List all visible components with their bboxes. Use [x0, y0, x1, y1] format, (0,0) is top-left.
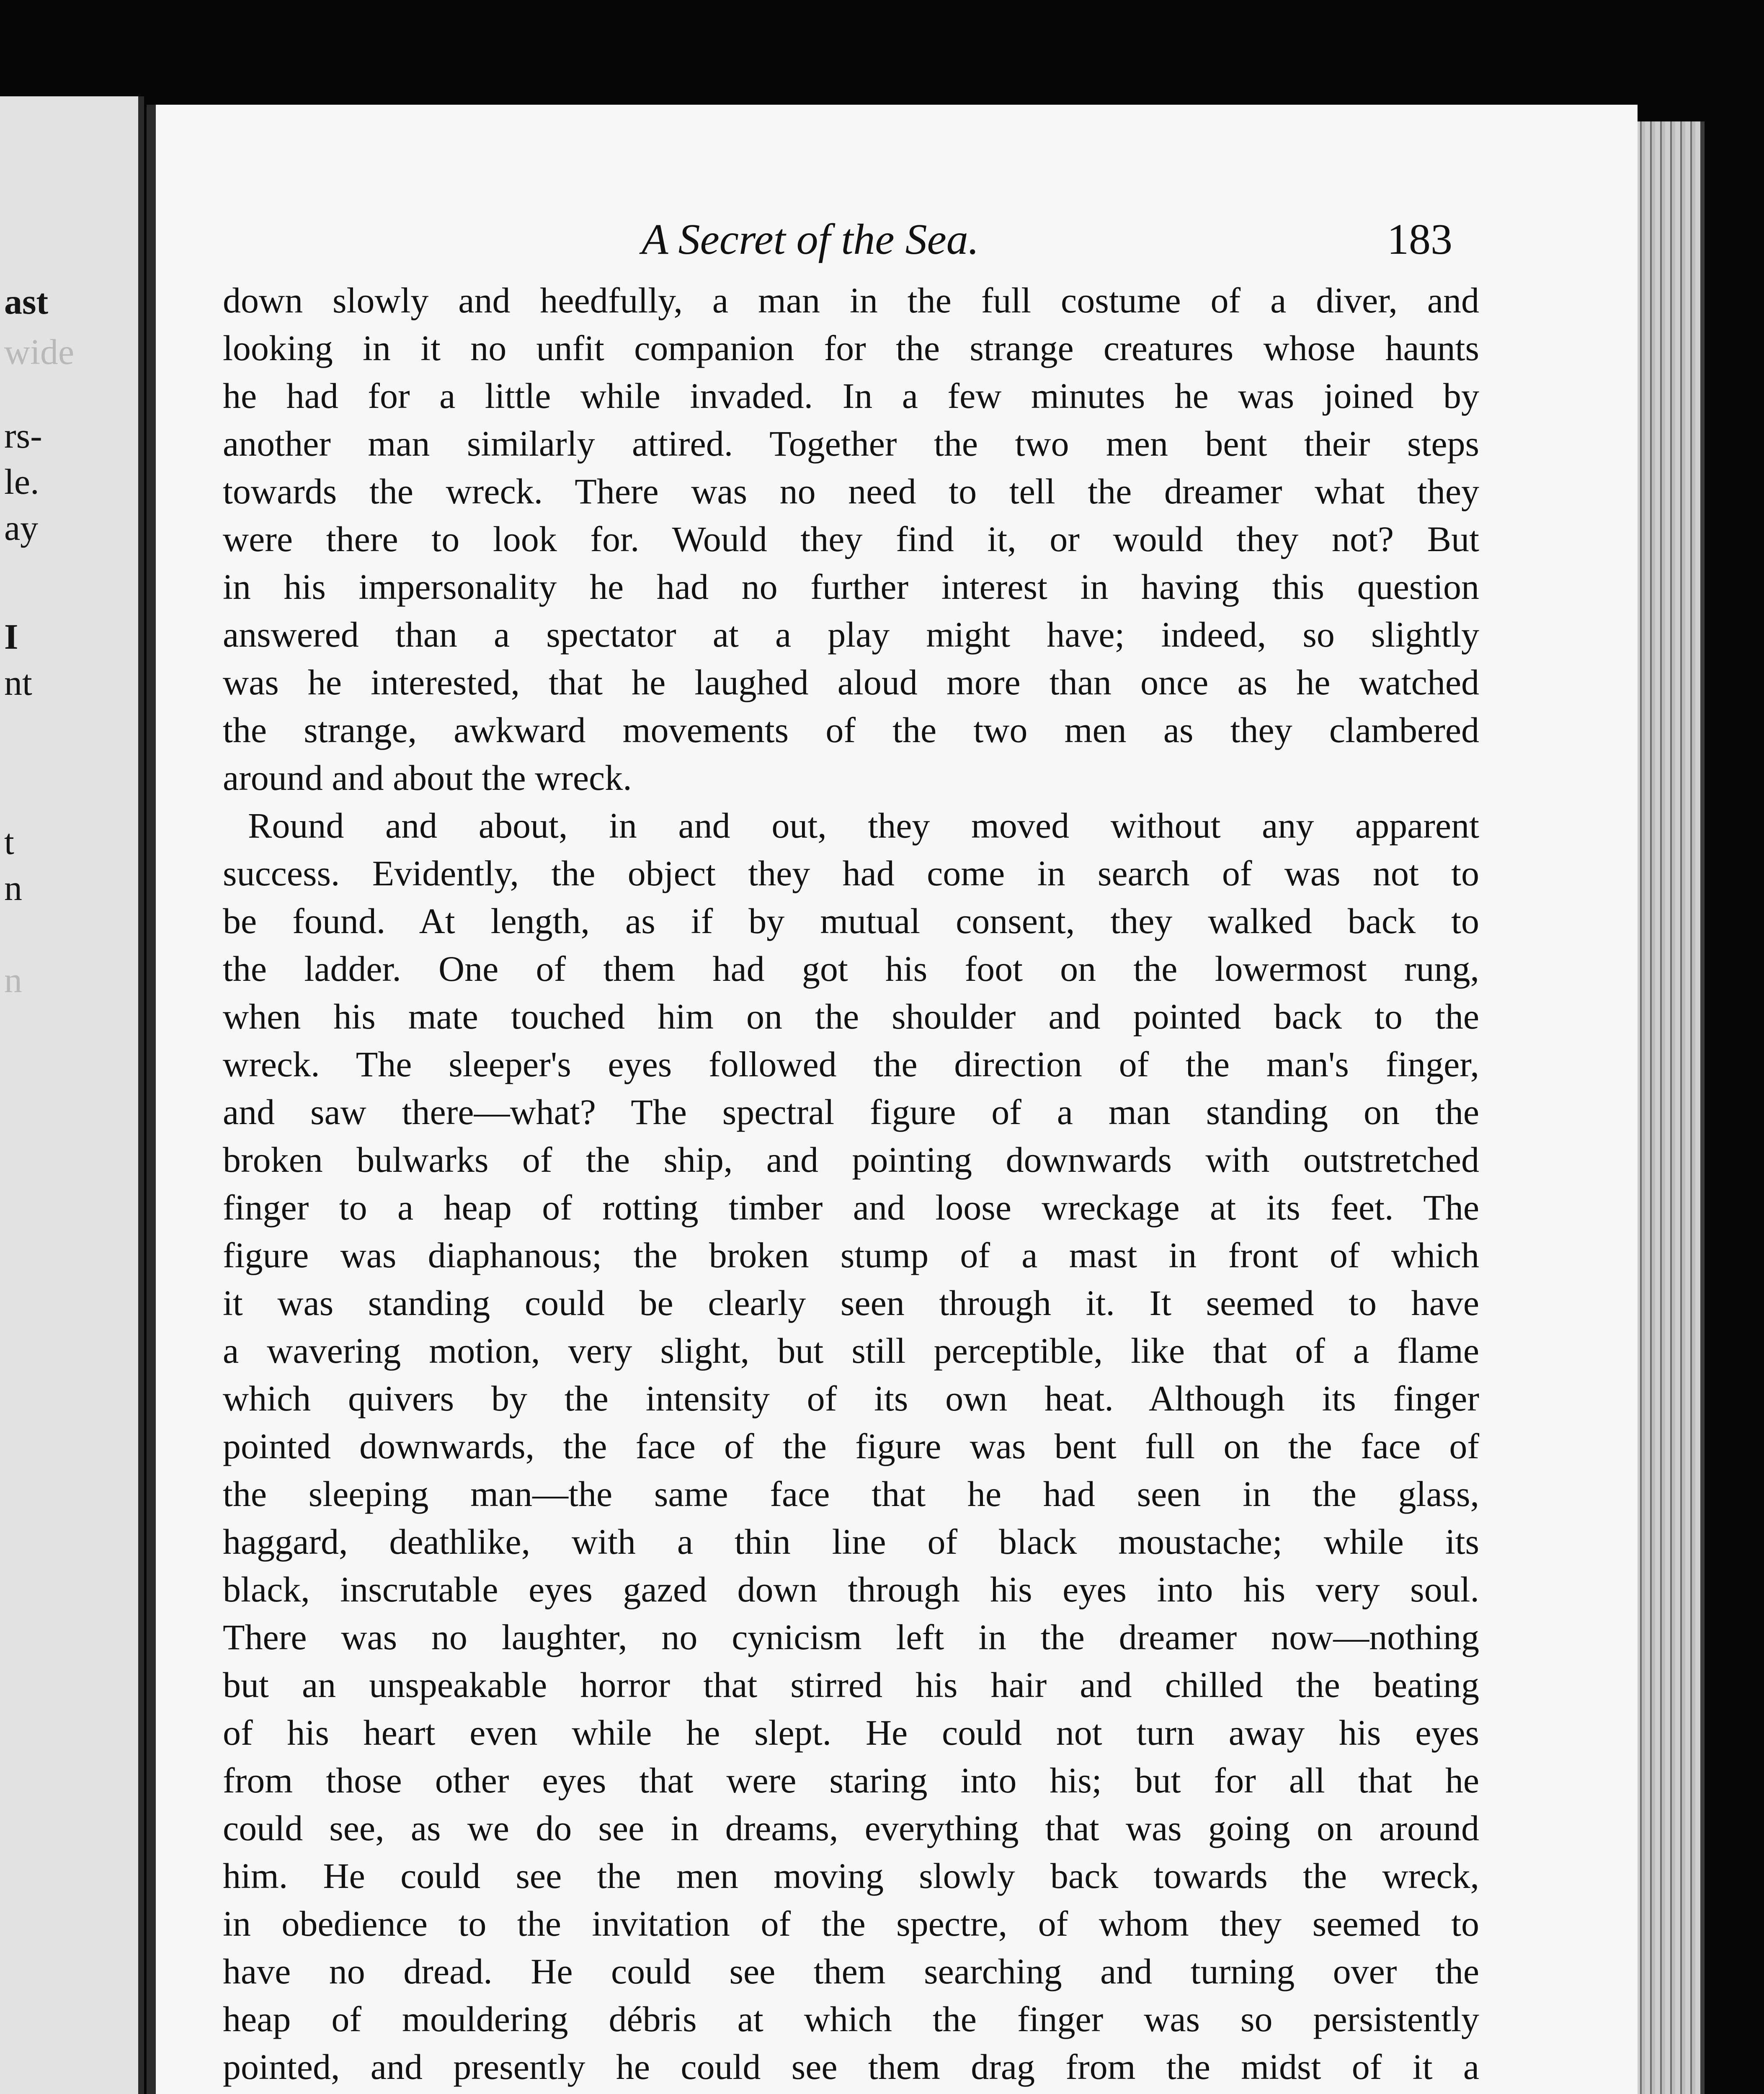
text-line: which quivers by the intensity of its own heat. Although its finger — [223, 1378, 1479, 1418]
left-page-fragment: ay — [4, 508, 39, 548]
left-page-fragment: nt — [4, 663, 32, 703]
text-line: he had for a little while invaded. In a few minutes he was joined by — [223, 376, 1479, 416]
text-line: when his mate touched him on the shoulder and pointed back to the — [223, 996, 1479, 1037]
text-line: the ladder. One of them had got his foot on the lowermost rung, — [223, 949, 1479, 989]
text-line: in obedience to the invitation of the spectre, of whom they seemed to — [223, 1903, 1479, 1944]
text-line — [223, 2091, 1479, 2094]
running-header — [156, 214, 1538, 273]
left-page-fragment: I — [4, 616, 18, 657]
text-line: it was standing could be clearly seen through it. It seemed to have — [223, 1283, 1479, 1323]
text-line: be found. At length, as if by mutual consent, they walked back to — [223, 901, 1479, 941]
text-line: black, inscrutable eyes gazed down through his eyes into his very soul. — [223, 1569, 1479, 1609]
text-line: pointed, and presently he could see them drag from the midst of it a — [223, 2047, 1479, 2087]
text-line: wreck. The sleeper's eyes followed the direction of the man's finger, — [223, 1044, 1479, 1084]
left-page-fragment: le. — [4, 462, 39, 502]
text-line: the strange, awkward movements of the two men as they clambered — [223, 710, 1479, 750]
text-line: looking in it no unfit companion for the strange creatures whose haunts — [223, 328, 1479, 368]
body-text — [223, 276, 1479, 2094]
left-page-fragment-faint: wide — [4, 332, 75, 372]
text-line: him. He could see the men moving slowly back towards the wreck, — [223, 1856, 1479, 1896]
page-number: 183 — [1387, 215, 1452, 263]
text-line: in his impersonality he had no further interest in having this question — [223, 567, 1479, 607]
left-page-fragment: rs- — [4, 415, 42, 456]
text-line: down slowly and heedfully, a man in the full costume of a diver, and — [223, 280, 1479, 320]
text-line: and saw there—what? The spectral figure of a man standing on the — [223, 1092, 1479, 1132]
text-line: pointed downwards, the face of the figure was bent full on the face of — [223, 1426, 1479, 1466]
text-line: was he interested, that he laughed aloud more than once as he watched — [223, 662, 1479, 702]
text-line: finger to a heap of rotting timber and loose wreckage at its feet. The — [223, 1187, 1479, 1228]
text-line: another man similarly attired. Together the two men bent their steps — [223, 423, 1479, 464]
text-line: around and about the wreck. — [223, 758, 632, 798]
text-line: could see, as we do see in dreams, everything that was going on around — [223, 1808, 1479, 1848]
text-line: answered than a spectator at a play might have; indeed, so slightly — [223, 614, 1479, 655]
text-line: of his heart even while he slept. He could not turn away his eyes — [223, 1712, 1479, 1753]
left-page-fragment: n — [4, 868, 22, 908]
text-line: heap of mouldering débris at which the finger was so persistently — [223, 1999, 1479, 2039]
text-line: from those other eyes that were staring into his; but for all that he — [223, 1760, 1479, 1800]
text-line: have no dread. He could see them searching and turning over the — [223, 1951, 1479, 1991]
text-line: There was no laughter, no cynicism left in the dreamer now—nothing — [223, 1617, 1479, 1657]
text-line: were there to look for. Would they find it, or would they not? But — [223, 519, 1479, 559]
text-line: figure was diaphanous; the broken stump of a mast in front of which — [223, 1235, 1479, 1275]
left-page-fragment-faint: n — [4, 960, 22, 1000]
text-line: haggard, deathlike, with a thin line of black moustache; while its — [223, 1522, 1479, 1562]
left-page-fragment: t — [4, 822, 14, 862]
text-line: but an unspeakable horror that stirred his hair and chilled the beating — [223, 1665, 1479, 1705]
text-line: towards the wreck. There was no need to tell the dreamer what they — [223, 471, 1479, 511]
text-line: broken bulwarks of the ship, and pointing downwards with outstretched — [223, 1140, 1479, 1180]
left-facing-page — [0, 96, 144, 2094]
left-page-fragment: ast — [4, 281, 49, 322]
text-line: success. Evidently, the object they had come in search of was not to — [223, 853, 1479, 893]
book-page — [147, 105, 1638, 2094]
text-line: a wavering motion, very slight, but still perceptible, like that of a flame — [223, 1331, 1479, 1371]
text-line: the sleeping man—the same face that he had seen in the glass, — [223, 1474, 1479, 1514]
running-title: A Secret of the Sea. — [642, 215, 979, 263]
text-line: Round and about, in and out, they moved without any apparent — [248, 805, 1479, 846]
